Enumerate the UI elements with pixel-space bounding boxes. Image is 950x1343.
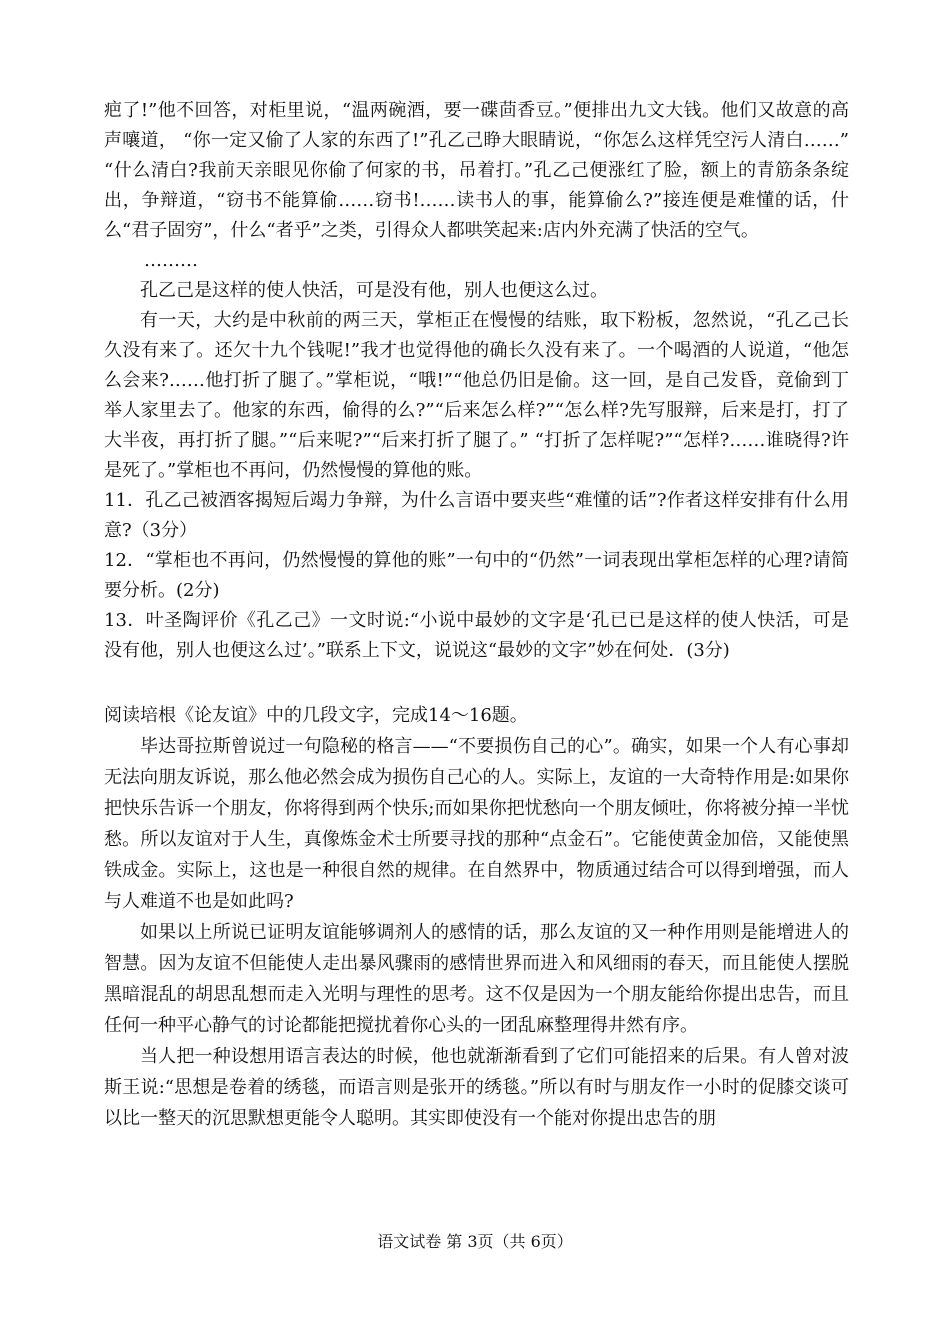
page-footer: 语文试卷 第 3页（共 6页）: [377, 1232, 573, 1251]
question-12: 12．“掌柜也不再问，仍然慢慢的算他的账”一句中的“仍然”一词表现出掌柜怎样的心理?请简要分析。(2分): [104, 550, 849, 601]
ellipsis-line: ………: [144, 250, 198, 271]
question-11: 11．孔乙己被酒客揭短后竭力争辩，为什么言语中要夹些“难懂的话”?作者这样安排有什么用意?（3分）: [104, 490, 849, 541]
question-13: 13．叶圣陶评价《孔乙己》一文时说:“小说中最妙的文字是‘孔已已是这样的使人快活，可是没有他，别人也便这么过’。”联系上下文，说说这“最妙的文字”妙在何处．(3分): [104, 610, 849, 661]
passage-on-friendship: [104, 700, 849, 1134]
paragraph: 有一天，大约是中秋前的两三天，掌柜正在慢慢的结账，取下粉板，忽然说，“孔乙己长久没有来了。还欠十九个钱呢!”我才也觉得他的确长久没有来了。一个喝酒的人说道，“他怎么会来?……他打折了腿了。”掌柜说，“哦!”“他总仍旧是偷。这一回，是自己发昏，竟偷到丁举人家里去了。他家的东西，偷得的么?”“后来怎么样?”“怎么样?先写服辩，后来是打，打了大半夜，再打折了腿。”“后来呢?”“后来打折了腿了。” “打折了怎样呢?”“怎样?……谁晓得?许是死了。”掌柜也不再问，仍然慢慢的算他的账。: [104, 310, 849, 481]
paragraph: 如果以上所说已证明友谊能够调剂人的感情的话，那么友谊的又一种作用则是能增进人的智慧。因为友谊不但能使人走出暴风骤雨的感情世界而进入和风细雨的春天，而且能使人摆脱黑暗混乱的胡思乱想而走入光明与理性的思考。这不仅是因为一个朋友能给你提出忠告，而且任何一种平心静气的讨论都能把搅扰着你心头的一团乱麻整理得井然有序。: [104, 922, 849, 1036]
paragraph: 毕达哥拉斯曾说过一句隐秘的格言——“不要损伤自己的心”。确实，如果一个人有心事却无法向朋友诉说，那么他必然会成为损伤自己心的人。实际上，友谊的一大奇特作用是:如果你把快乐告诉一个朋友，你将得到两个快乐;而如果你把忧愁向一个朋友倾吐，你将被分掉一半忧愁。所以友谊对于人生，真像炼金术士所要寻找的那种“点金石”。它能使黄金加倍，又能使黑铁成金。实际上，这也是一种很自然的规律。在自然界中，物质通过结合可以得到增强，而人与人难道不也是如此吗?: [104, 736, 849, 912]
paragraph: 孔乙己是这样的使人快活，可是没有他，别人也便这么过。: [140, 280, 608, 301]
reading-instruction: 阅读培根《论友谊》中的几段文字，完成14～16题。: [104, 705, 528, 726]
paragraph: 疤了!”他不回答，对柜里说，“温两碗酒，要一碟茴香豆。”便排出九文大钱。他们又故意的高声嚷道， “你一定又偷了人家的东西了!”孔乙己睁大眼睛说，“你怎么这样凭空污人清白……” “什么清白?我前天亲眼见你偷了何家的书，吊着打。”孔乙己便涨红了脸，额上的青筋条条绽出，争辩道，“窃书不能算偷……窃书!……读书人的事，能算偷么?”接连便是难懂的话，什么“君子固穷”，什么“者乎”之类，引得众人都哄笑起来:店内外充满了快活的空气。: [104, 100, 849, 241]
paragraph: 当人把一种设想用语言表达的时候，他也就渐渐看到了它们可能招来的后果。有人曾对波斯王说:“思想是卷着的绣毯，而语言则是张开的绣毯。”所以有时与朋友作一小时的促膝交谈可以比一整天的沉思默想更能令人聪明。其实即使没有一个能对你提出忠告的朋: [104, 1046, 849, 1129]
passage-kong-yiji: [104, 96, 849, 666]
